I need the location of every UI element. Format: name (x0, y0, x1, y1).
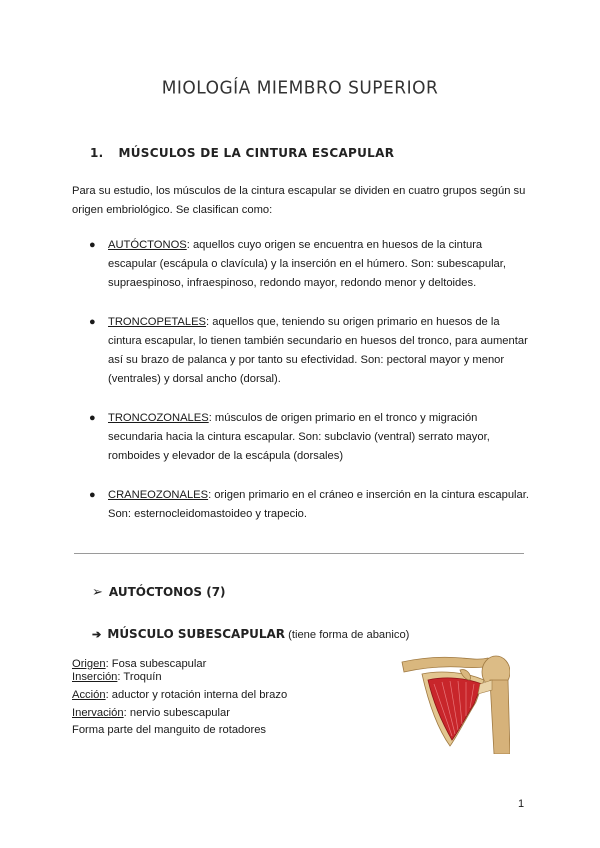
arrow-right-icon: ➔ (92, 629, 102, 641)
action-row (72, 687, 392, 705)
innervation-value: : nervio subescapular (123, 706, 230, 719)
origin-row (72, 658, 392, 671)
group-description: : aquellos que, teniendo su origen primario en huesos de la cintura escapular, lo tienen también secundario en huesos del tronco, para aumentar así su brazo de palanca y por tanto su efectividad. Son: pectoral mayor y menor (ventrales) y dorsal ancho (dorsal). (108, 316, 528, 385)
group-term: TRONCOZONALES (108, 412, 209, 424)
insertion-label: Inserción (72, 671, 118, 683)
group-term: CRANEOZONALES (108, 489, 209, 501)
arrowhead-icon: ➢ (92, 585, 103, 600)
group-description: : aquellos cuyo origen se encuentra en huesos de la cintura escapular (escápula o clavícula) y la inserción en el húmero. Son: subescapular, supraespinoso, infraespinoso, redondo mayor, redondo menor y deltoides. (108, 239, 506, 289)
muscle-name: MÚSCULO SUBESCAPULAR (107, 627, 286, 641)
muscle-heading (92, 627, 409, 641)
action-label: Acción (72, 689, 106, 701)
extra-row: Forma parte del manguito de rotadores (72, 724, 267, 736)
list-item (72, 236, 532, 293)
bullet-icon: ● (89, 316, 96, 328)
muscle-details (72, 658, 392, 740)
origin-label: Origen (72, 658, 106, 670)
bullet-icon: ● (89, 239, 96, 251)
list-item (72, 409, 532, 466)
group-description: : origen primario en el cráneo e inserción en la cintura escapular. Son: esternocleidomastoideo y trapecio. (108, 489, 529, 520)
subsection-title: AUTÓCTONOS (7) (108, 585, 226, 599)
insertion-row (72, 671, 392, 684)
origin-value: : Fosa subescapular (105, 658, 207, 670)
section-title: MÚSCULOS DE LA CINTURA ESCAPULAR (118, 146, 395, 160)
section-number: 1. (90, 146, 104, 160)
bullet-icon: ● (89, 412, 96, 424)
list-item (72, 486, 532, 524)
insertion-value: : Troquín (117, 671, 162, 683)
muscle-note: (tiene forma de abanico) (285, 629, 410, 641)
horizontal-divider (74, 553, 524, 554)
group-term: AUTÓCTONOS (108, 239, 187, 251)
action-value: : aductor y rotación interna del brazo (105, 689, 288, 701)
subscapularis-illustration (400, 650, 510, 754)
innervation-row (72, 705, 392, 723)
innervation-label: Inervación (72, 706, 124, 719)
intro-paragraph: Para su estudio, los músculos de la cintura escapular se dividen en cuatro grupos según su origen embriológico. Se clasifican como: (72, 185, 526, 216)
bullet-icon: ● (89, 489, 96, 501)
subsection-heading (92, 585, 226, 600)
page-title: MIOLOGÍA MIEMBRO SUPERIOR (161, 77, 439, 99)
group-description: : músculos de origen primario en el tronco y migración secundaria hacia la cintura escapular. Son: subclavio (ventral) serrato mayor, romboides y elevador de la escápula (dorsales) (108, 412, 490, 462)
groups-list (72, 236, 532, 524)
section-heading (90, 146, 394, 160)
list-item (72, 313, 532, 389)
group-term: TRONCOPETALES (108, 316, 207, 328)
page-number: 1 (518, 798, 525, 810)
